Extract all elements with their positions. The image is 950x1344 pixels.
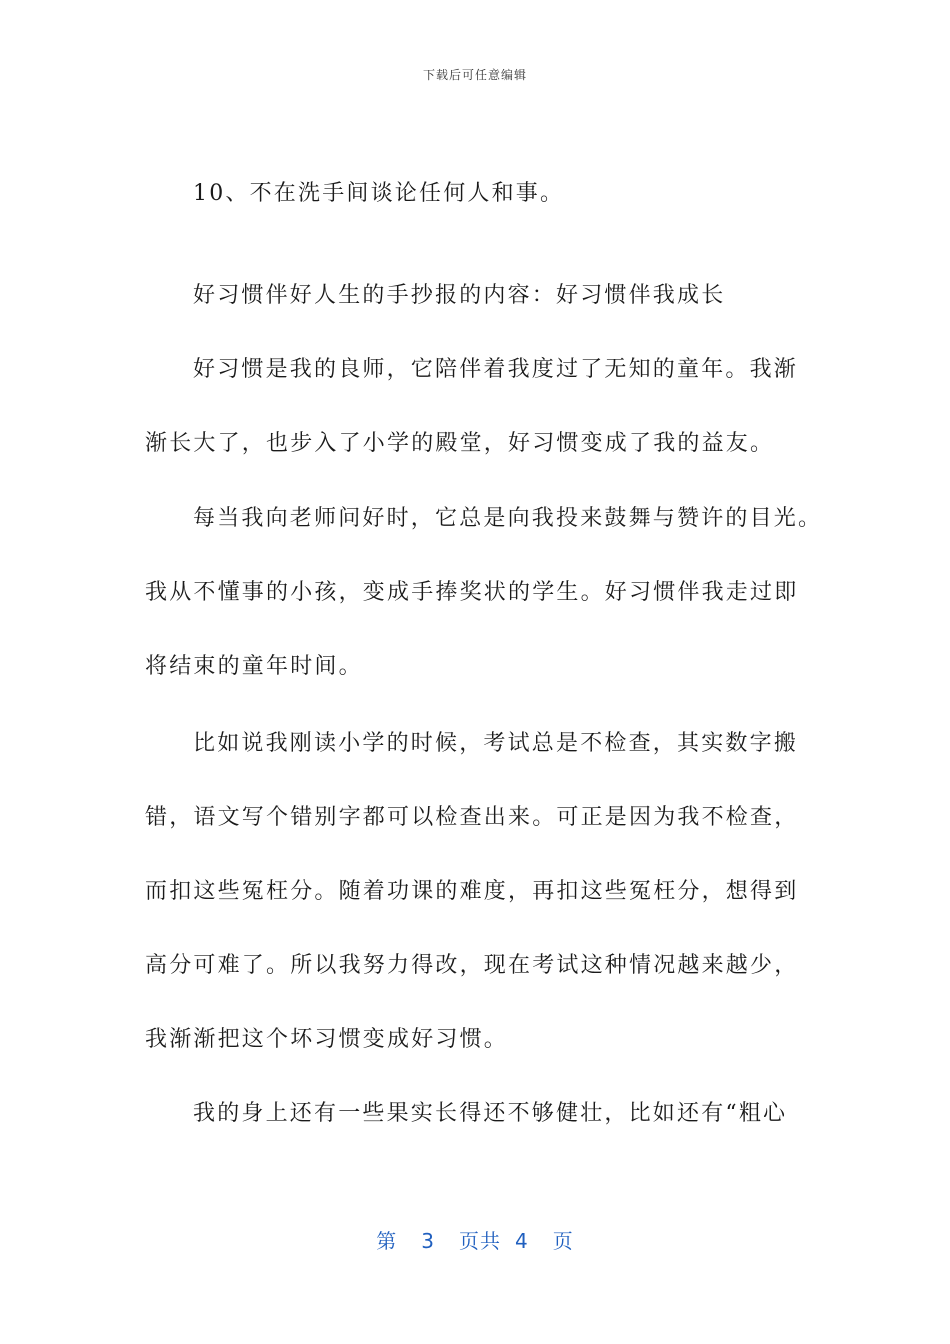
- footer-suffix: 页: [552, 1229, 574, 1253]
- paragraph-line: 10、不在洗手间谈论任何人和事。: [193, 181, 565, 206]
- paragraph-line: 好习惯伴好人生的手抄报的内容：好习惯伴我成长: [193, 283, 726, 308]
- paragraph-line: 高分可难了。所以我努力得改，现在考试这种情况越来越少，: [145, 953, 799, 978]
- paragraph-line: 而扣这些冤枉分。随着功课的难度，再扣这些冤枉分，想得到: [145, 879, 799, 904]
- footer-prefix: 第: [376, 1229, 398, 1253]
- paragraph-line: 比如说我刚读小学的时候，考试总是不检查，其实数字搬: [193, 731, 799, 756]
- footer-middle: 页共: [459, 1229, 501, 1253]
- total-pages-number: 4: [515, 1229, 529, 1253]
- paragraph-line: 每当我向老师问好时，它总是向我投来鼓舞与赞许的目光。: [193, 506, 823, 531]
- paragraph-line: 我渐渐把这个坏习惯变成好习惯。: [145, 1027, 509, 1052]
- current-page-number: 3: [421, 1229, 435, 1253]
- paragraph-line: 错，语文写个错别字都可以检查出来。可正是因为我不检查，: [145, 805, 799, 830]
- header-note: 下载后可任意编辑: [422, 68, 527, 82]
- paragraph-line: 将结束的童年时间。: [145, 654, 363, 679]
- paragraph-line: 渐长大了，也步入了小学的殿堂，好习惯变成了我的益友。: [145, 431, 775, 456]
- paragraph-line: 好习惯是我的良师，它陪伴着我度过了无知的童年。我渐: [193, 357, 799, 382]
- paragraph-line: 我的身上还有一些果实长得还不够健壮，比如还有“粗心: [193, 1101, 788, 1126]
- page-footer: [0, 1225, 950, 1254]
- paragraph-line: 我从不懂事的小孩，变成手捧奖状的学生。好习惯伴我走过即: [145, 580, 799, 605]
